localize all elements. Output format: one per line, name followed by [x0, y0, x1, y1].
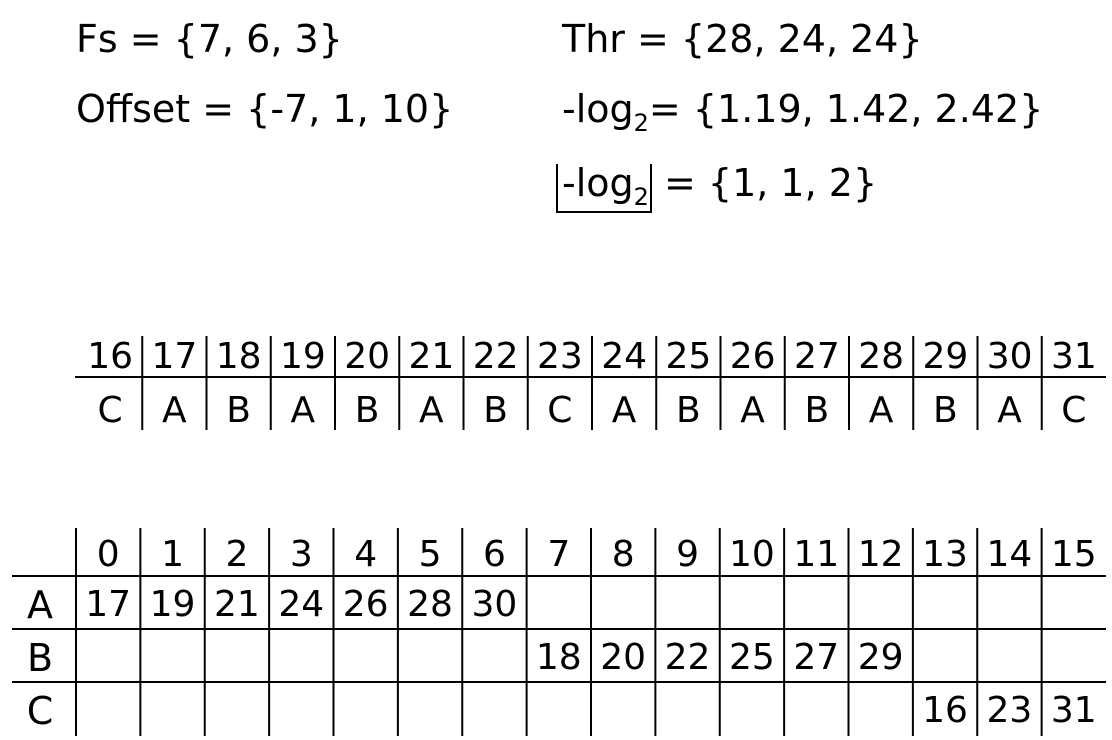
- sequence-index-label: 18: [215, 336, 262, 377]
- slot-column-label: 3: [289, 534, 313, 575]
- sequence-symbol: B: [804, 390, 830, 431]
- slot-row-label: B: [26, 636, 54, 680]
- sequence-index-label: 23: [536, 336, 583, 377]
- neglog-values: = {1.19, 1.42, 2.42}: [648, 87, 1044, 131]
- sequence-index-label: 26: [729, 336, 776, 377]
- slot-cell-value: 19: [149, 584, 196, 625]
- slot-column-label: 7: [547, 534, 571, 575]
- slot-column-label: 9: [676, 534, 700, 575]
- sequence-symbol: B: [354, 390, 380, 431]
- slot-column-label: 4: [354, 534, 378, 575]
- slot-row-label: C: [26, 689, 54, 733]
- floor-prefix: -log: [562, 161, 634, 205]
- neglog-prefix: -log: [562, 87, 634, 131]
- sequence-index-label: 17: [151, 336, 198, 377]
- sequence-index-label: 24: [601, 336, 648, 377]
- slot-column-label: 2: [225, 534, 249, 575]
- sequence-symbol: A: [419, 390, 444, 431]
- sequence-index-label: 21: [408, 336, 455, 377]
- slot-cell-value: 27: [793, 637, 840, 678]
- sequence-index-label: 28: [858, 336, 905, 377]
- sequence-symbol: A: [997, 390, 1022, 431]
- sequence-symbol: B: [676, 390, 701, 431]
- slot-row-label: A: [27, 583, 53, 627]
- slot-cell-value: 30: [471, 584, 518, 625]
- thr-equation: Thr = {28, 24, 24}: [562, 17, 923, 61]
- sequence-symbol: A: [740, 390, 765, 431]
- sequence-index-label: 22: [472, 336, 519, 377]
- slot-column-label: 10: [729, 534, 775, 575]
- slot-cell-value: 31: [1050, 690, 1097, 731]
- slot-cell-value: 29: [857, 637, 904, 678]
- slot-cell-value: 22: [664, 637, 711, 678]
- sequence-index-label: 29: [922, 336, 969, 377]
- slot-cell-value: 25: [729, 637, 775, 678]
- slot-cell-value: 16: [922, 690, 968, 731]
- slot-column-label: 12: [857, 534, 904, 575]
- slot-column-label: 11: [793, 534, 840, 575]
- floor-subscript: 2: [633, 183, 649, 211]
- slot-column-label: 6: [482, 534, 506, 575]
- sequence-symbol: A: [290, 390, 316, 431]
- sequence-symbol: A: [611, 390, 637, 431]
- sequence-index-label: 31: [1050, 336, 1097, 377]
- fs-equation: Fs = {7, 6, 3}: [76, 17, 343, 61]
- sequence-index-label: 30: [986, 336, 1033, 377]
- sequence-index-label: 27: [793, 336, 840, 377]
- sequence-symbol: C: [547, 390, 573, 431]
- slot-cell-value: 21: [214, 584, 260, 625]
- slot-cell-value: 23: [986, 690, 1033, 731]
- slot-cell-value: 20: [600, 637, 647, 678]
- sequence-symbol: A: [162, 390, 187, 431]
- slot-cell-value: 18: [535, 637, 582, 678]
- sequence-symbol: B: [933, 390, 958, 431]
- slot-column-label: 5: [418, 534, 442, 575]
- sequence-symbol: C: [97, 390, 123, 431]
- slot-column-label: 0: [96, 534, 120, 575]
- sequence-index-label: 20: [344, 336, 391, 377]
- sequence-symbol: B: [226, 390, 251, 431]
- slot-column-label: 8: [611, 534, 635, 575]
- sequence-index-label: 16: [87, 336, 134, 377]
- neglog-subscript: 2: [633, 109, 649, 137]
- floor-values: = {1, 1, 2}: [651, 161, 878, 205]
- slot-cell-value: 28: [407, 584, 453, 625]
- offset-equation: Offset = {-7, 1, 10}: [76, 87, 454, 131]
- slot-cell-value: 17: [85, 584, 132, 625]
- sequence-symbol: A: [868, 390, 894, 431]
- sequence-index-label: 25: [665, 336, 712, 377]
- sequence-index-label: 19: [279, 336, 326, 377]
- slot-column-label: 1: [161, 534, 185, 575]
- slot-cell-value: 24: [278, 584, 325, 625]
- slot-column-label: 15: [1050, 534, 1097, 575]
- slot-column-label: 14: [986, 534, 1033, 575]
- slot-cell-value: 26: [342, 584, 389, 625]
- sequence-symbol: C: [1061, 390, 1087, 431]
- slot-column-label: 13: [922, 534, 968, 575]
- sequence-symbol: B: [483, 390, 508, 431]
